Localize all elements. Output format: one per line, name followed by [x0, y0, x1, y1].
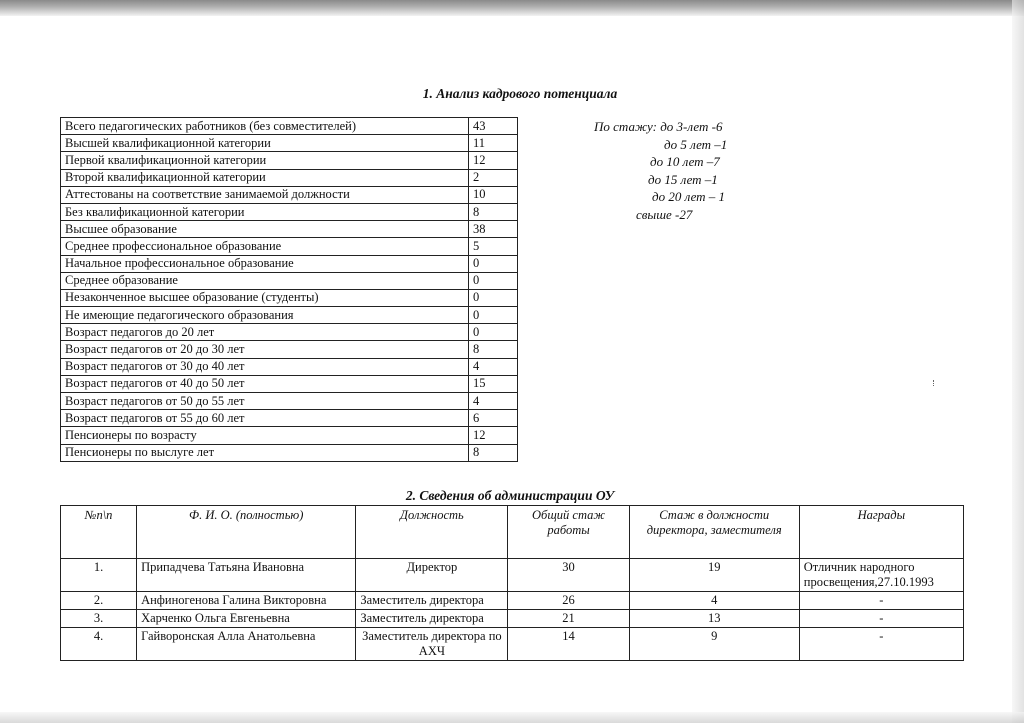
- row-label: Среднее профессиональное образование: [61, 238, 469, 255]
- row-label: Возраст педагогов от 30 до 40 лет: [61, 358, 469, 375]
- cell-name: Припадчева Татьяна Ивановна: [137, 559, 356, 592]
- table-row: [61, 427, 518, 444]
- scan-right-edge: [1012, 0, 1024, 723]
- cell-total-experience: 30: [508, 559, 629, 592]
- header-position: Должность: [356, 506, 508, 559]
- cell-position-experience: 4: [629, 592, 799, 610]
- table-row: [61, 238, 518, 255]
- staff-potential-table: [60, 117, 518, 462]
- row-value: 8: [469, 341, 518, 358]
- experience-line: до 15 лет –1: [648, 171, 718, 187]
- table-row: [61, 289, 518, 306]
- cell-total-experience: 21: [508, 610, 629, 628]
- table-row: [61, 393, 518, 410]
- table-row: [61, 169, 518, 186]
- row-value: 8: [469, 203, 518, 220]
- cell-position-experience: 19: [629, 559, 799, 592]
- row-value: 38: [469, 221, 518, 238]
- administration-table: [60, 505, 964, 661]
- row-label: Возраст педагогов от 40 до 50 лет: [61, 375, 469, 392]
- table-row: [61, 255, 518, 272]
- cell-awards: -: [799, 592, 963, 610]
- row-label: Второй квалификационной категории: [61, 169, 469, 186]
- cell-name: Анфиногенова Галина Викторовна: [137, 592, 356, 610]
- table-row: [61, 559, 964, 592]
- header-total-experience: Общий стаж работы: [508, 506, 629, 559]
- cell-number: 4.: [61, 628, 137, 661]
- row-label: Возраст педагогов от 55 до 60 лет: [61, 410, 469, 427]
- header-position-experience: Стаж в должности директора, заместителя: [629, 506, 799, 559]
- table-row: [61, 203, 518, 220]
- section2-title: 2. Сведения об администрации ОУ: [405, 488, 615, 503]
- table-row: [61, 152, 518, 169]
- row-value: 11: [469, 135, 518, 152]
- row-label: Пенсионеры по возрасту: [61, 427, 469, 444]
- experience-line: свыше -27: [636, 206, 693, 222]
- row-value: 0: [469, 255, 518, 272]
- table-row: [61, 410, 518, 427]
- row-value: 6: [469, 410, 518, 427]
- row-label: Незаконченное высшее образование (студенты): [61, 289, 469, 306]
- scan-top-edge: [0, 0, 1024, 16]
- table-row: [61, 186, 518, 203]
- row-label: Начальное профессиональное образование: [61, 255, 469, 272]
- experience-breakdown: [580, 118, 780, 223]
- row-label: Возраст педагогов от 50 до 55 лет: [61, 393, 469, 410]
- table-row: [61, 272, 518, 289]
- cell-name: Гайворонская Алла Анатольевна: [137, 628, 356, 661]
- row-value: 0: [469, 324, 518, 341]
- row-value: 10: [469, 186, 518, 203]
- table-row: [61, 628, 964, 661]
- row-value: 0: [469, 307, 518, 324]
- row-value: 12: [469, 152, 518, 169]
- row-label: Высшее образование: [61, 221, 469, 238]
- row-value: 12: [469, 427, 518, 444]
- experience-line: до 10 лет –7: [650, 154, 720, 169]
- table-row: [61, 118, 518, 135]
- cell-awards: -: [799, 610, 963, 628]
- table-row: [61, 610, 964, 628]
- row-label: Пенсионеры по выслуге лет: [61, 444, 469, 461]
- cell-number: 3.: [61, 610, 137, 628]
- row-label: Аттестованы на соответствие занимаемой должности: [61, 186, 469, 203]
- row-value: 4: [469, 393, 518, 410]
- row-label: Первой квалификационной категории: [61, 152, 469, 169]
- experience-line: до 20 лет – 1: [652, 189, 726, 204]
- row-label: Высшей квалификационной категории: [61, 135, 469, 152]
- experience-line: По стажу: до 3-лет -6: [594, 119, 723, 134]
- cell-total-experience: 14: [508, 628, 629, 661]
- header-awards: Награды: [799, 506, 963, 559]
- row-value: 8: [469, 444, 518, 461]
- cell-position: Заместитель директора: [356, 592, 508, 610]
- table-row: [61, 358, 518, 375]
- row-label: Возраст педагогов до 20 лет: [61, 324, 469, 341]
- cell-position-experience: 9: [629, 628, 799, 661]
- table-header-row: [61, 506, 964, 559]
- row-label: Без квалификационной категории: [61, 203, 469, 220]
- cell-number: 2.: [61, 592, 137, 610]
- row-value: 0: [469, 289, 518, 306]
- row-label: Не имеющие педагогического образования: [61, 307, 469, 324]
- table-row: [61, 375, 518, 392]
- row-value: 0: [469, 272, 518, 289]
- scan-bottom-edge: [0, 712, 1024, 723]
- table-row: [61, 341, 518, 358]
- cell-position: Директор: [356, 559, 508, 592]
- cell-position: Заместитель директора: [356, 610, 508, 628]
- scan-speck: [933, 380, 936, 386]
- section1-title: 1. Анализ кадрового потенциала: [422, 86, 618, 101]
- header-name: Ф. И. О. (полностью): [137, 506, 356, 559]
- cell-position: Заместитель директора по АХЧ: [356, 628, 508, 661]
- row-label: Всего педагогических работников (без совместителей): [61, 118, 469, 135]
- table-row: [61, 221, 518, 238]
- cell-awards: Отличник народного просвещения,27.10.1993: [799, 559, 963, 592]
- row-value: 43: [469, 118, 518, 135]
- row-value: 4: [469, 358, 518, 375]
- row-label: Среднее образование: [61, 272, 469, 289]
- table-row: [61, 135, 518, 152]
- table-row: [61, 307, 518, 324]
- cell-total-experience: 26: [508, 592, 629, 610]
- table-row: [61, 444, 518, 461]
- cell-name: Харченко Ольга Евгеньевна: [137, 610, 356, 628]
- cell-number: 1.: [61, 559, 137, 592]
- table-row: [61, 324, 518, 341]
- table-row: [61, 592, 964, 610]
- row-value: 5: [469, 238, 518, 255]
- experience-line: до 5 лет –1: [664, 136, 728, 152]
- cell-position-experience: 13: [629, 610, 799, 628]
- row-label: Возраст педагогов от 20 до 30 лет: [61, 341, 469, 358]
- cell-awards: -: [799, 628, 963, 661]
- header-number: №п\п: [61, 506, 137, 559]
- row-value: 15: [469, 375, 518, 392]
- row-value: 2: [469, 169, 518, 186]
